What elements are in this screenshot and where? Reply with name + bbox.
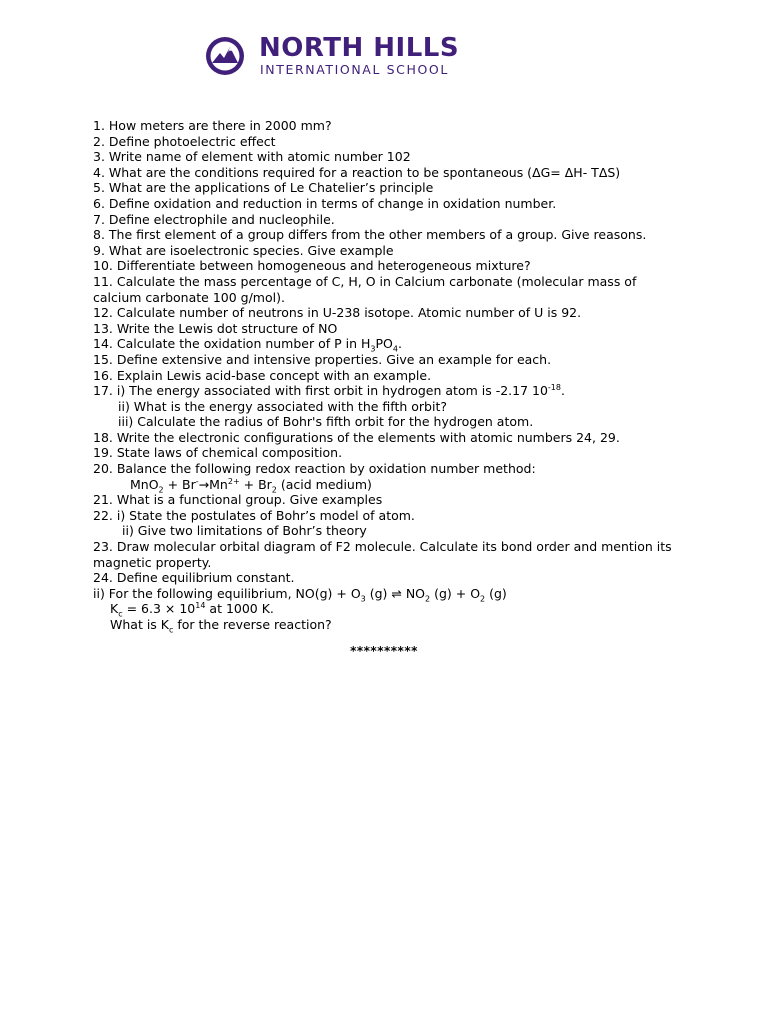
question-13: 13. Write the Lewis dot structure of NO: [93, 320, 338, 336]
question-5: 5. What are the applications of Le Chatelier’s principle: [93, 180, 434, 196]
question-18: 18. Write the electronic configurations of the elements with atomic numbers 24, 29.: [93, 429, 620, 445]
question-15: 15. Define extensive and intensive properties. Give an example for each.: [93, 351, 552, 367]
question-17-iii: iii) Calculate the radius of Bohr's fifth orbit for the hydrogen atom.: [118, 414, 534, 430]
question-11: 11. Calculate the mass percentage of C, H, O in Calcium carbonate (molecular mass of calcium carbonate 100 g/mol).: [93, 273, 637, 305]
school-name: NORTH HILLS: [259, 33, 460, 63]
redox-equation: $MnO_2 + Br^-\to Mn^{2+} + Br_2$ (acid medium): [130, 476, 372, 495]
question-8: 8. The first element of a group differs from the other members of a group. Give reasons.: [93, 227, 647, 243]
question-23: 23. Draw molecular orbital diagram of F2 molecule. Calculate its bond order and mention its magnetic property.: [93, 539, 672, 570]
question-19: 19. State laws of chemical composition.: [93, 445, 343, 461]
question-7: 7. Define electrophile and nucleophile.: [93, 211, 335, 227]
question-4: 4. What are the conditions required for a reaction to be spontaneous (ΔG= ΔH- TΔS): [93, 164, 621, 180]
question-9: 9. What are isoelectronic species. Give example: [93, 242, 394, 258]
question-17-ii: ii) What is the energy associated with the fifth orbit?: [118, 398, 447, 414]
mountain-logo-icon: [205, 36, 245, 76]
question-list: [93, 118, 683, 633]
question-21: 21. What is a functional group. Give examples: [93, 492, 383, 508]
question-1: 1. How meters are there in 2000 mm?: [93, 118, 332, 133]
question-2: 2. Define photoelectric effect: [93, 133, 276, 149]
question-20: 20. Balance the following redox reaction by oxidation number method:: [93, 461, 536, 477]
question-22-ii: ii) Give two limitations of Bohr’s theory: [122, 523, 367, 539]
question-12: 12. Calculate number of neutrons in U-238 isotope. Atomic number of U is 92.: [93, 305, 582, 321]
kc-reverse-question: What is $K_c$ for the reverse reaction?: [110, 617, 332, 635]
question-17-i: 17. i) The energy associated with first orbit in hydrogen atom is -2.17 $10^{-18}$.: [93, 382, 565, 399]
question-14: 14. Calculate the oxidation number of P in $H_3PO_4$.: [93, 336, 402, 354]
school-subtitle: INTERNATIONAL SCHOOL: [260, 62, 449, 77]
question-10: 10. Differentiate between homogeneous and heterogeneous mixture?: [93, 258, 531, 274]
question-3: 3. Write name of element with atomic number 102: [93, 149, 411, 165]
question-6: 6. Define oxidation and reduction in terms of change in oxidation number.: [93, 195, 557, 211]
question-22-i: 22. i) State the postulates of Bohr’s model of atom.: [93, 507, 415, 523]
kc-value: $K_c = 6.3 \times 10^{14}$ at 1000 K.: [110, 601, 274, 619]
question-16: 16. Explain Lewis acid-base concept with an example.: [93, 367, 432, 383]
question-24-ii: ii) For the following equilibrium, $NO(g) + O_3$ (g) ⇌ $NO_2$ $(g) + O_2$ (g): [93, 585, 507, 604]
end-marker: **********: [350, 644, 418, 658]
question-24: 24. Define equilibrium constant.: [93, 570, 295, 586]
